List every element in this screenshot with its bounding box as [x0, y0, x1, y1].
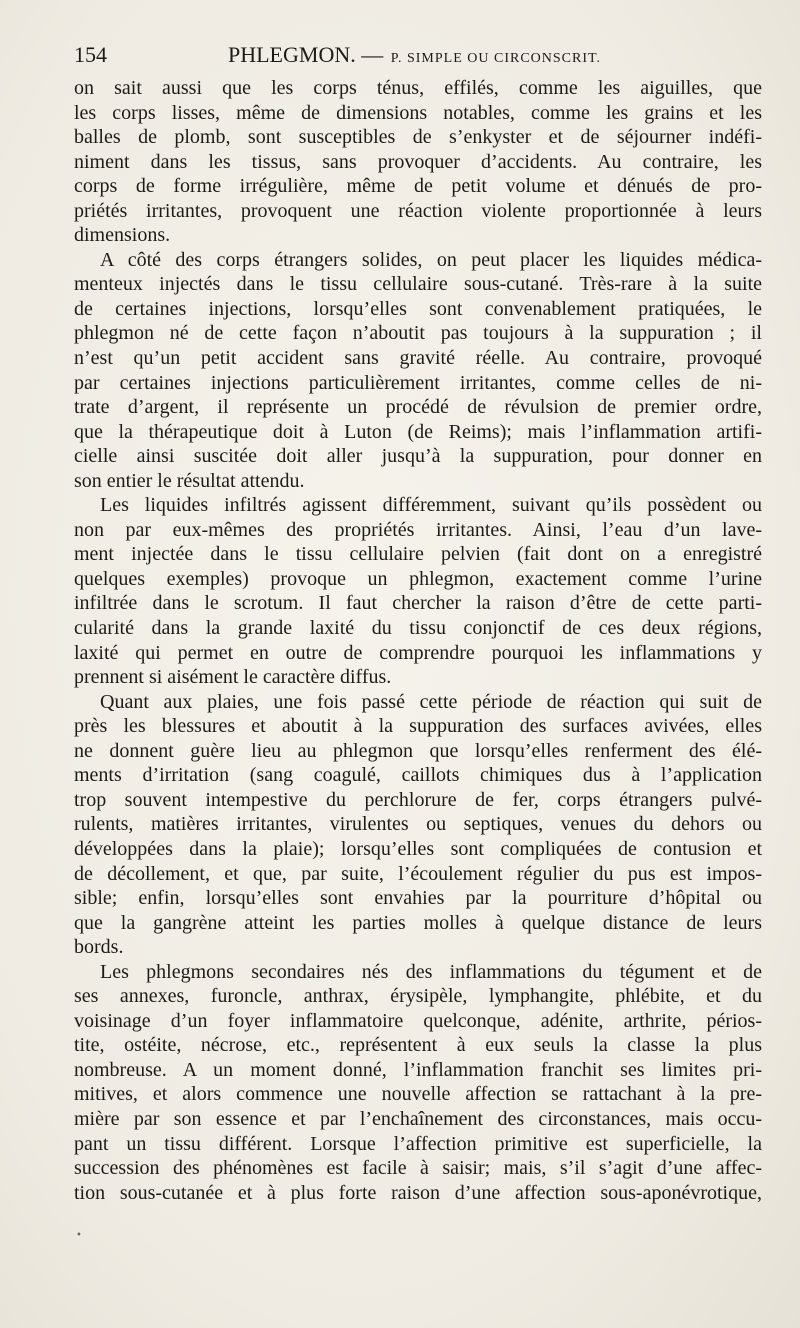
text-line: ments d’irritation (sang coagulé, caillots chimiques dus à l’application: [74, 764, 762, 787]
text-line: ses annexes, furoncle, anthrax, érysipèle, lymphangite, phlébite, et du: [74, 985, 762, 1008]
text-line: menteux injectés dans le tissu cellulaire sous-cutané. Très-rare à la suite: [74, 273, 762, 296]
running-title-main: PHLEGMON. —: [228, 42, 384, 67]
text-line: par certaines injections particulièrement irritantes, comme celles de ni-: [74, 371, 762, 394]
text-line: mitives, et alors commence une nouvelle affection se rattachant à la pre-: [74, 1083, 762, 1106]
text-line: n’est qu’un petit accident sans gravité réelle. Au contraire, provoqué: [74, 347, 762, 370]
text-line: voisinage d’un foyer inflammatoire quelconque, adénite, arthrite, périos-: [74, 1009, 762, 1032]
text-line: quelques exemples) provoque un phlegmon, exactement comme l’urine: [74, 567, 762, 590]
body-text: [74, 76, 762, 1205]
text-line: trop souvent intempestive du perchlorure de fer, corps étrangers pulvé-: [74, 788, 762, 811]
text-line: on sait aussi que les corps ténus, effilés, comme les aiguilles, que: [74, 77, 762, 99]
text-line: priétés irritantes, provoquent une réaction violente proportionnée à leurs: [74, 199, 762, 222]
text-line: bords.: [74, 936, 124, 959]
text-line: sible; enfin, lorsqu’elles sont envahies par la pourriture d’hôpital ou: [74, 887, 762, 910]
text-line: ment injectée dans le tissu cellulaire pelvien (fait dont on a enregistré: [74, 543, 762, 566]
text-line: cielle ainsi suscitée doit aller jusqu’à la suppuration, pour donner en: [74, 445, 762, 468]
text-line: balles de plomb, sont susceptibles de s’enkyster et de séjourner indéfi-: [74, 126, 762, 149]
text-line: rulents, matières irritantes, virulentes ou septiques, venues du dehors ou: [74, 813, 762, 836]
text-line: que la thérapeutique doit à Luton (de Reims); mais l’inflammation artifi-: [74, 420, 762, 443]
text-line: dimensions.: [74, 224, 171, 247]
text-line: de certaines injections, lorsqu’elles sont convenablement pratiquées, le: [74, 297, 762, 320]
text-line: A côté des corps étrangers solides, on peut placer les liquides médica-: [100, 248, 762, 271]
page-header: [74, 42, 760, 72]
text-line: près les blessures et aboutit à la suppuration des surfaces avivées, elles: [74, 715, 762, 738]
text-line: cularité dans la grande laxité du tissu conjonctif de ces deux régions,: [74, 617, 762, 640]
page-number: 154: [74, 42, 107, 67]
running-title: [228, 42, 601, 68]
text-line: son entier le résultat attendu.: [74, 469, 305, 492]
text-line: nombreuse. A un moment donné, l’inflammation franchit ses limites pri-: [74, 1058, 762, 1081]
text-line: tion sous-cutanée et à plus forte raison d’une affection sous-aponévrotique,: [74, 1181, 762, 1204]
text-line: trate d’argent, il représente un procédé de révulsion de premier ordre,: [74, 396, 762, 419]
text-line: Les liquides infiltrés agissent différemment, suivant qu’ils possèdent ou: [100, 494, 762, 517]
text-line: pant un tissu différent. Lorsque l’affection primitive est superficielle, la: [74, 1132, 762, 1155]
text-line: phlegmon né de cette façon n’aboutit pas toujours à la suppuration ; il: [74, 322, 762, 345]
ink-speck-mark: •: [76, 1230, 82, 1241]
text-line: laxité qui permet en outre de comprendre pourquoi les inflammations y: [74, 641, 762, 664]
text-line: tite, ostéite, nécrose, etc., représentent à eux seuls la classe la plus: [74, 1034, 762, 1057]
running-title-sub: P. SIMPLE OU CIRCONSCRIT.: [390, 51, 602, 66]
text-line: succession des phénomènes est facile à saisir; mais, s’il s’agit d’une affec-: [74, 1157, 762, 1180]
text-line: ne donnent guère lieu au phlegmon que lorsqu’elles renferment des élé-: [74, 739, 762, 762]
text-line: infiltrée dans le scrotum. Il faut chercher la raison d’être de cette parti-: [74, 592, 762, 615]
text-line: corps de forme irrégulière, même de petit volume et dénués de pro-: [74, 175, 762, 198]
text-line: mière par son essence et par l’enchaînement des circonstances, mais occu-: [74, 1107, 762, 1130]
text-line: Les phlegmons secondaires nés des inflammations du tégument et de: [100, 960, 762, 983]
text-line: que la gangrène atteint les parties molles à quelque distance de leurs: [74, 911, 762, 934]
text-line: prennent si aisément le caractère diffus.: [74, 666, 392, 689]
text-line: développées dans la plaie); lorsqu’elles sont compliquées de contusion et: [74, 837, 762, 860]
text-line: niment dans les tissus, sans provoquer d’accidents. Au contraire, les: [74, 150, 762, 173]
text-line: non par eux-mêmes des propriétés irritantes. Ainsi, l’eau d’un lave-: [74, 518, 762, 541]
text-line: Quant aux plaies, une fois passé cette période de réaction qui suit de: [100, 690, 762, 713]
text-line: les corps lisses, même de dimensions notables, comme les grains et les: [74, 101, 762, 124]
text-line: de décollement, et que, par suite, l’écoulement régulier du pus est impos-: [74, 862, 762, 885]
